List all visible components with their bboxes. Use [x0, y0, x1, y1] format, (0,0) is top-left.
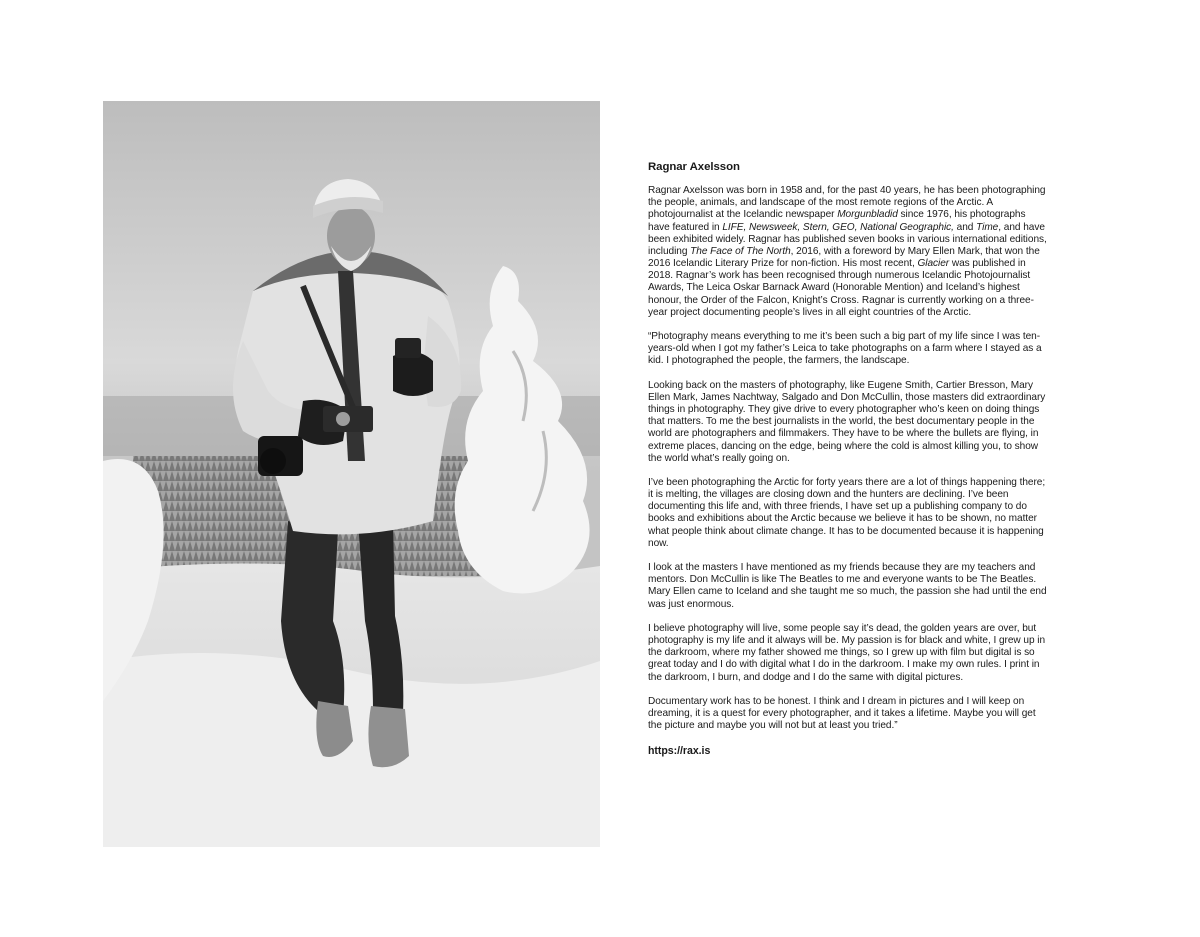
bio-text-5: , 2016, with a foreword by Mary Ellen Mark, that won the 2016 Icelandic Literary Prize for non-fiction. His most recent,: [648, 245, 1040, 270]
magazine-titles: LIFE, Newsweek, Stern, GEO, National Geographic,: [722, 221, 954, 233]
bio-text-2: since 1976, his photographs have featured in: [648, 209, 1026, 233]
bio-paragraph: [648, 185, 1048, 319]
bio-text-6: was published in 2018. Ragnar’s work has been recognised through numerous Icelandic Photojournalist Awards, The Leica Oskar Barnack Award (Honorable Mention) and Iceland’s highest honour, the Order of the Falcon, Knight’s Cross. Ragnar is currently working on a three-year project documenting people’s lives in all eight countries of the Arctic.: [648, 258, 1034, 318]
newspaper-title: Morgunbladid: [837, 209, 898, 221]
quote-paragraph-1: “Photography means everything to me it’s been such a big part of my life since I was ten-years-old when I got my father’s Leica to take photographs on a farm where I stayed as a kid. I photographed the people, the farmers, the landscape.: [648, 331, 1042, 367]
quote-paragraph-5: I believe photography will live, some people say it’s dead, the golden years are over, but photography is my life and it always will be. My passion is for black and white, I grew up in the darkroom, where my father showed me things, so I grew up with film but digital is so great today and I do with digital what I do in the darkroom. I make my own rules. I print in the darkroom, I burn, and dodge and I do the same with digital pictures.: [648, 622, 1046, 683]
bio-text-1: Ragnar Axelsson was born in 1958 and, for the past 40 years, he has been photographing the people, animals, and landscape of the most remote regions of the Arctic. A photojournalist at the Icelandic newspaper: [648, 185, 1046, 221]
website-link[interactable]: https://rax.is: [648, 744, 711, 757]
time-magazine-title: Time: [976, 221, 999, 233]
book-title-face-of-north: The Face of The North: [690, 245, 791, 257]
book-title-glacier: Glacier: [917, 258, 950, 270]
photographer-name: Ragnar Axelsson: [648, 161, 740, 173]
quote-paragraph-2: Looking back on the masters of photography, like Eugene Smith, Cartier Bresson, Mary Ellen Mark, James Nachtway, Salgado and Don McCullin, those masters did extraordinary things in photography. They give drive to every photographer who’s keen on doing things that matters. To me the best journalists in the world, the best documentary people in the world are photographers and filmmakers. They have to be where the bullets are flying, in extreme places, dancing on the edge, being where the cold is almost killing you, to show the world what’s really going on.: [648, 379, 1046, 464]
photographer-in-snow-image: [103, 101, 600, 847]
bio-text-4: , and have been exhibited widely. Ragnar has published seven books in various international editions, including: [648, 221, 1047, 257]
bio-column: [648, 161, 1048, 757]
quote-paragraph-3: I’ve been photographing the Arctic for forty years there are a lot of things happening there; it is melting, the villages are closing down and the hunters are declining. I’ve been documenting this life and, with three friends, I have set up a publishing company to do books and exhibitions about the Arctic because we believe it has to be shown, no matter what people think about climate change. It has to be documented because it is happening now.: [648, 477, 1046, 549]
portrait-photo: [103, 101, 600, 847]
bio-text-3: and: [953, 221, 977, 233]
quote-paragraph-6: Documentary work has to be honest. I think and I dream in pictures and I will keep on dreaming, it is a quest for every photographer, and it takes a lifetime. Maybe you will get the picture and maybe you will not but at least you tried.”: [648, 695, 1036, 732]
quote-paragraph-4: I look at the masters I have mentioned as my friends because they are my teachers and mentors. Don McCullin is like The Beatles to me and everyone wants to be The Beatles. Mary Ellen came to Iceland and she taught me so much, the passion she had until the end was just enormous.: [648, 562, 1047, 610]
